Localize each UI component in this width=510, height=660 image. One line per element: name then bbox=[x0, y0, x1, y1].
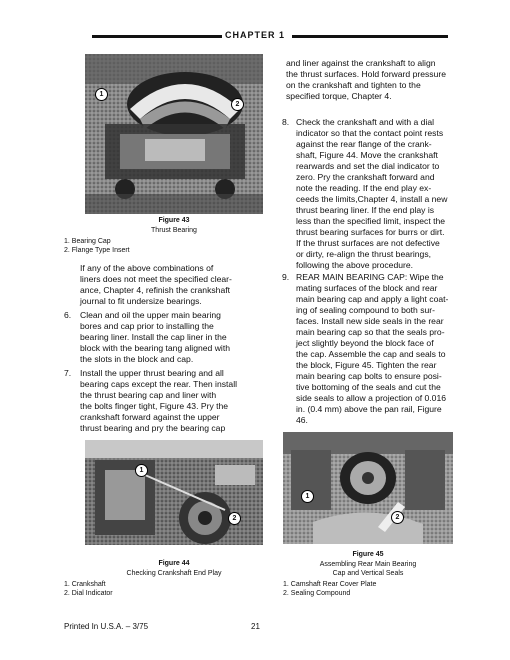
right-continuation-paragraph: and liner against the crankshaft to align the thrust surfaces. Hold forward pressure on the crankshaft and tighten to the specified torque, Chapter 4. bbox=[286, 58, 447, 101]
step-9-number: 9. bbox=[282, 272, 290, 282]
figure-43-photo bbox=[85, 54, 263, 214]
callout-1: 1 bbox=[301, 490, 314, 503]
figure-45-subtitle-2: Cap and Vertical Seals bbox=[332, 570, 404, 577]
left-intro-paragraph: If any of the above combinations of liners does not meet the specified clear- ance, Chapter 4, refinish the crankshaft journal to fit undersize bearings. bbox=[80, 263, 232, 306]
figure-45-photo bbox=[283, 432, 453, 544]
figure-43-legend-1: 1. Bearing Cap bbox=[64, 238, 111, 245]
footer-printed: Printed In U.S.A. – 3/75 bbox=[64, 622, 149, 631]
figure-44-title: Figure 44 bbox=[158, 560, 190, 567]
figure-45-legend-1: 1. Camshaft Rear Cover Plate bbox=[283, 581, 377, 588]
callout-2: 2 bbox=[231, 98, 244, 111]
step-7-text: Install the upper thrust bearing and all bearing caps except the rear. Then install the thrust bearing cap and liner with the bolts finger tight, Figure 43. Pry the crankshaft forward against the upper thrust bearing and pry the bearing cap bbox=[80, 368, 238, 433]
figure-45-legend-2: 2. Sealing Compound bbox=[283, 590, 351, 597]
figure-45-subtitle-1: Assembling Rear Main Bearing bbox=[319, 561, 417, 568]
figure-43-legend-2: 2. Flange Type Insert bbox=[64, 247, 130, 254]
figure-44-legend-1: 1. Crankshaft bbox=[64, 581, 106, 588]
figure-43-title: Figure 43 bbox=[158, 217, 190, 224]
callout-2: 2 bbox=[391, 511, 404, 524]
figure-45-title: Figure 45 bbox=[352, 551, 384, 558]
callout-1: 1 bbox=[135, 464, 148, 477]
page-number: 21 bbox=[251, 622, 260, 631]
callout-2: 2 bbox=[228, 512, 241, 525]
figure-44-legend-2: 2. Dial Indicator bbox=[64, 590, 113, 597]
step-9-text: REAR MAIN BEARING CAP: Wipe the mating surfaces of the block and rear main bearing cap and apply a light coat- ing of sealing compound to both sur- faces. Install new side seals in the rear main bearing cap so that the seals pro- ject slightly beyond the block face of the cap. Assemble the cap and seals to the block, Figure 45. Tighten the rear main bearing cap bolts to ensure posi- tive bottoming of the seals and cut the side seals to allow a projection of 0.016 in. (0.4 mm) above the pan rail, Figure 46. bbox=[296, 272, 449, 425]
figure-43-subtitle: Thrust Bearing bbox=[151, 227, 197, 234]
figure-44-subtitle: Checking Crankshaft End Play bbox=[126, 570, 222, 577]
step-6-text: Clean and oil the upper main bearing bores and cap prior to installing the bearing liner. Install the cap liner in the block with the bearing tang aligned with the slots in the block and cap. bbox=[80, 310, 231, 364]
step-8-text: Check the crankshaft and with a dial indicator so that the contact point rests against the rear flange of the crank- shaft, Figure 44. Move the crankshaft rearwards and set the dial indicator to zero. Pry the crankshaft forward and note the reading. If the end play ex- ceeds the limits,Chapter 4, install a new thrust bearing liner. If the end play is less than the specified limit, inspect the thrust bearing surfaces for burrs or dirt. If the thrust surfaces are not defective or dirty, re-align the thrust bearings, following the above procedure. bbox=[296, 117, 448, 270]
step-8-number: 8. bbox=[282, 117, 290, 127]
callout-1: 1 bbox=[95, 88, 108, 101]
step-7-number: 7. bbox=[64, 368, 72, 378]
chapter-header: CHAPTER 1 bbox=[0, 30, 510, 40]
figure-44-photo bbox=[85, 440, 263, 545]
step-6-number: 6. bbox=[64, 310, 72, 320]
